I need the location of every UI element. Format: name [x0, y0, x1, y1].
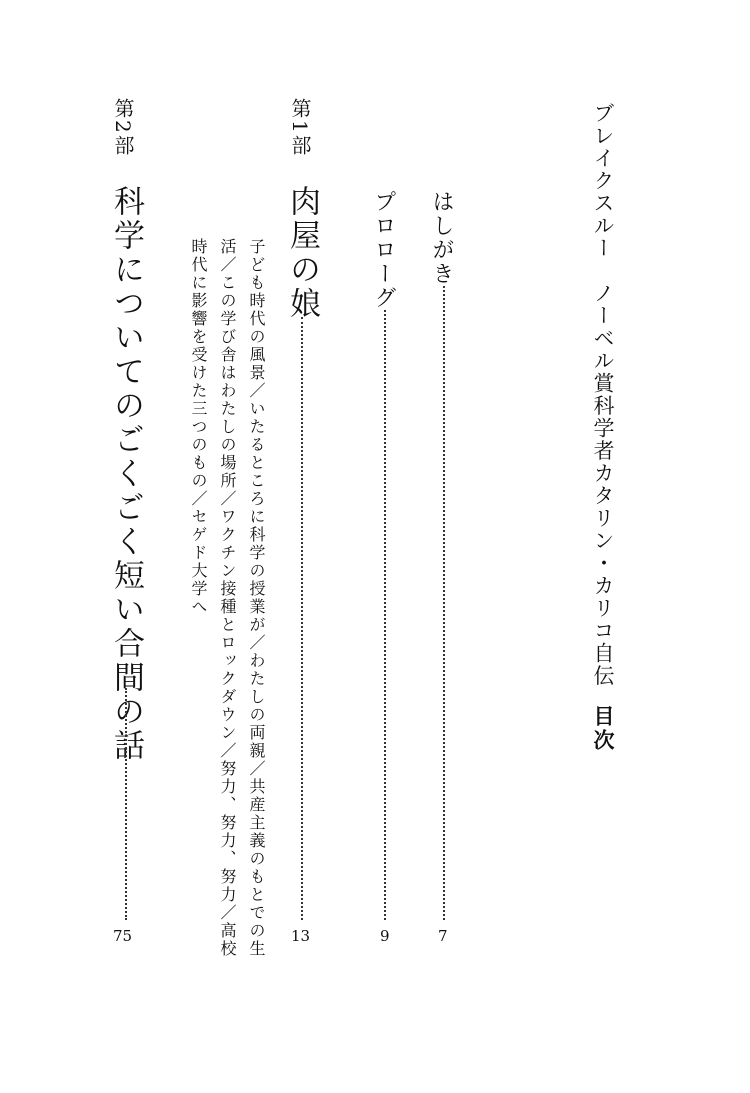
page-number: 13	[291, 927, 311, 945]
toc-label: 目次	[591, 705, 615, 753]
toc-entry-title: プロローグ	[371, 190, 396, 310]
part-2-label: 第2部	[111, 98, 135, 157]
toc-entry-title: はしがき	[429, 190, 454, 286]
toc-entry-preface[interactable]	[430, 190, 452, 286]
part-1-sections-line-3: 時代に影響を受けた三つのもの／セゲド大学へ	[189, 238, 208, 616]
dot-leader	[301, 317, 303, 920]
part-1-sections-line-2: 活／この学び舎はわたしの場所／ワクチン接種とロックダウン／努力、努力、努力／高校	[218, 238, 237, 958]
toc-entry-prologue[interactable]	[372, 190, 394, 310]
page-number: 9	[380, 927, 390, 945]
part-1-sections-line-1: 子ども時代の風景／いたるところに科学の授業が／わたしの両親／共産主義のもとでの生	[247, 238, 266, 958]
dot-leader	[125, 688, 127, 920]
book-title-block	[592, 102, 613, 753]
part-1-heading[interactable]: 肉屋の娘	[284, 185, 320, 321]
dot-leader	[443, 286, 445, 920]
dot-leader	[384, 310, 386, 920]
book-title: ブレイクスルー ノーベル賞科学者カタリン・カリコ自伝	[591, 102, 615, 687]
part-1-label: 第1部	[288, 98, 312, 157]
page-number: 7	[438, 927, 448, 945]
part-2-heading[interactable]: 科学についてのごくごく短い合間の話	[108, 185, 144, 763]
page-number: 75	[113, 927, 133, 945]
